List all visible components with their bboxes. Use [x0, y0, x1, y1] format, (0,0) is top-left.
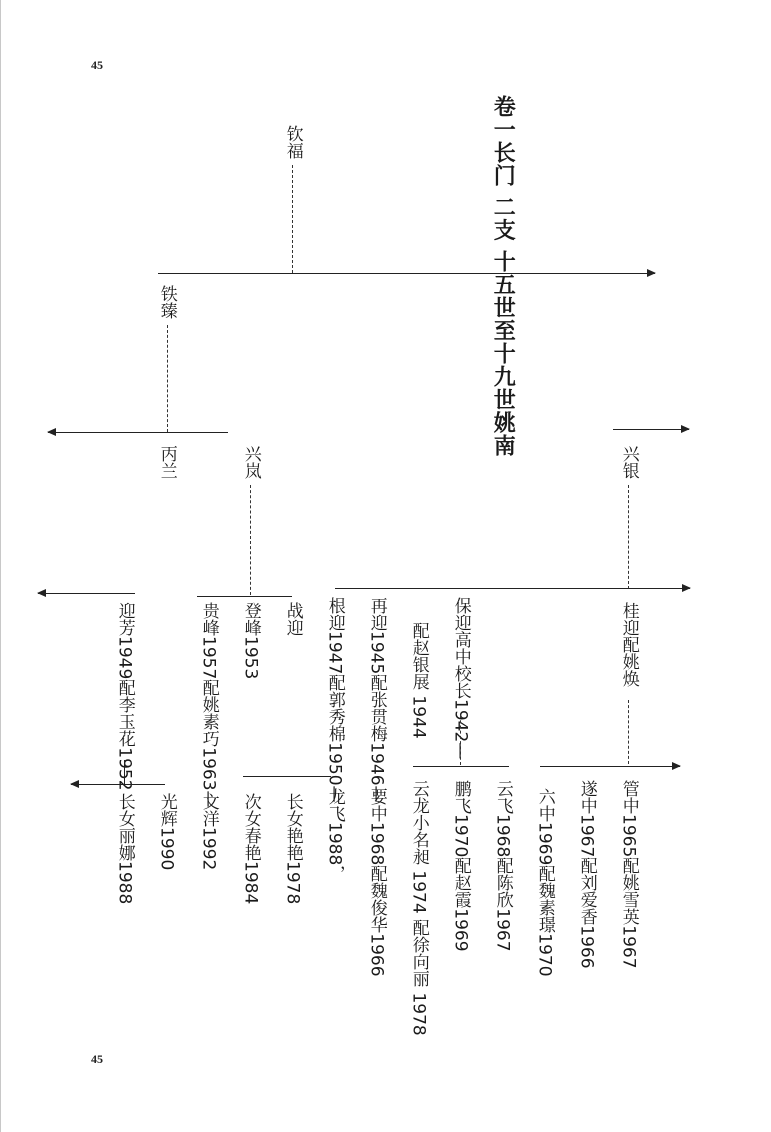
page-number-bottom: 45: [91, 1052, 103, 1066]
generation-line-19-yingfang: [71, 784, 165, 785]
name-tiezhen: 铁臻: [156, 285, 177, 319]
descent-line-xinglan: [250, 485, 251, 595]
page-left-edge: [0, 0, 1, 1132]
generation-line-19-baoying: [413, 766, 509, 767]
name-binglan: 丙兰: [156, 445, 177, 479]
generation-line-19-guiying: [540, 766, 680, 767]
name-wenyang: 文洋1992: [198, 793, 219, 871]
name-baoying: 保迎高中校长1942—: [450, 597, 471, 760]
name-longfei: 龙飞1988，: [324, 788, 345, 883]
generation-line-19-zhanying: [243, 776, 331, 777]
name-suizhong: 遂中1967配刘爱香1966: [576, 780, 597, 969]
page-title: 卷一长门 二支 十五世至十九世姚南: [490, 95, 516, 458]
name-guifeng: 贵峰1957配姚素巧1963—: [198, 602, 219, 808]
descent-line-qinfu: [292, 165, 293, 273]
name-xinglan: 兴岚: [240, 445, 261, 479]
name-yingfang: 迎芳1949配李玉花1952: [114, 602, 135, 791]
name-liuzhong: 六中1969配魏素璟1970: [534, 788, 555, 977]
name-chunyan: 次女春艳1984: [240, 793, 261, 905]
generation-line-18-left: [38, 593, 135, 594]
name-zhanying: 战迎: [282, 602, 303, 636]
descent-line-yingfang: [124, 760, 125, 784]
name-guanzhong: 管中1965配姚雪英1967: [618, 780, 639, 969]
name-yunlong: 云龙小名昶 1974 配徐向丽 1978: [408, 780, 429, 1036]
generation-line-16: [158, 273, 655, 274]
generation-line-18-xinglan: [197, 596, 292, 597]
page-number-top: 45: [91, 58, 103, 72]
generation-line-17-right: [613, 429, 689, 430]
name-genying: 根迎1947配郭秀棉1950—: [324, 597, 345, 803]
name-dengfeng: 登峰1953: [240, 602, 261, 680]
name-qinfu: 钦福: [282, 125, 303, 159]
descent-line-xingyin: [628, 485, 629, 589]
name-baoying-spouse: 配赵银展 1944: [408, 622, 429, 739]
name-xingyin: 兴银: [618, 445, 639, 479]
name-guanghui: 光辉1990: [156, 793, 177, 871]
name-zaiying: 再迎1945配张贯梅1946—: [366, 597, 387, 803]
descent-line-baoying: [460, 715, 461, 765]
name-yaozhong: 要中1968配魏俊华1966: [366, 788, 387, 977]
name-yunfei: 云飞1968配陈欣1967: [492, 780, 513, 952]
generation-line-17-left: [48, 432, 228, 433]
name-lina: 长女丽娜1988: [114, 793, 135, 905]
name-yanyan: 长女艳艳1978: [282, 793, 303, 905]
name-pengfei: 鹏飞1970配赵霞1969: [450, 780, 471, 952]
generation-line-18-right: [335, 588, 690, 589]
descent-line-guiying: [628, 700, 629, 764]
descent-line-tiezhen: [167, 325, 168, 432]
name-guiying: 桂迎配姚焕: [618, 602, 639, 687]
